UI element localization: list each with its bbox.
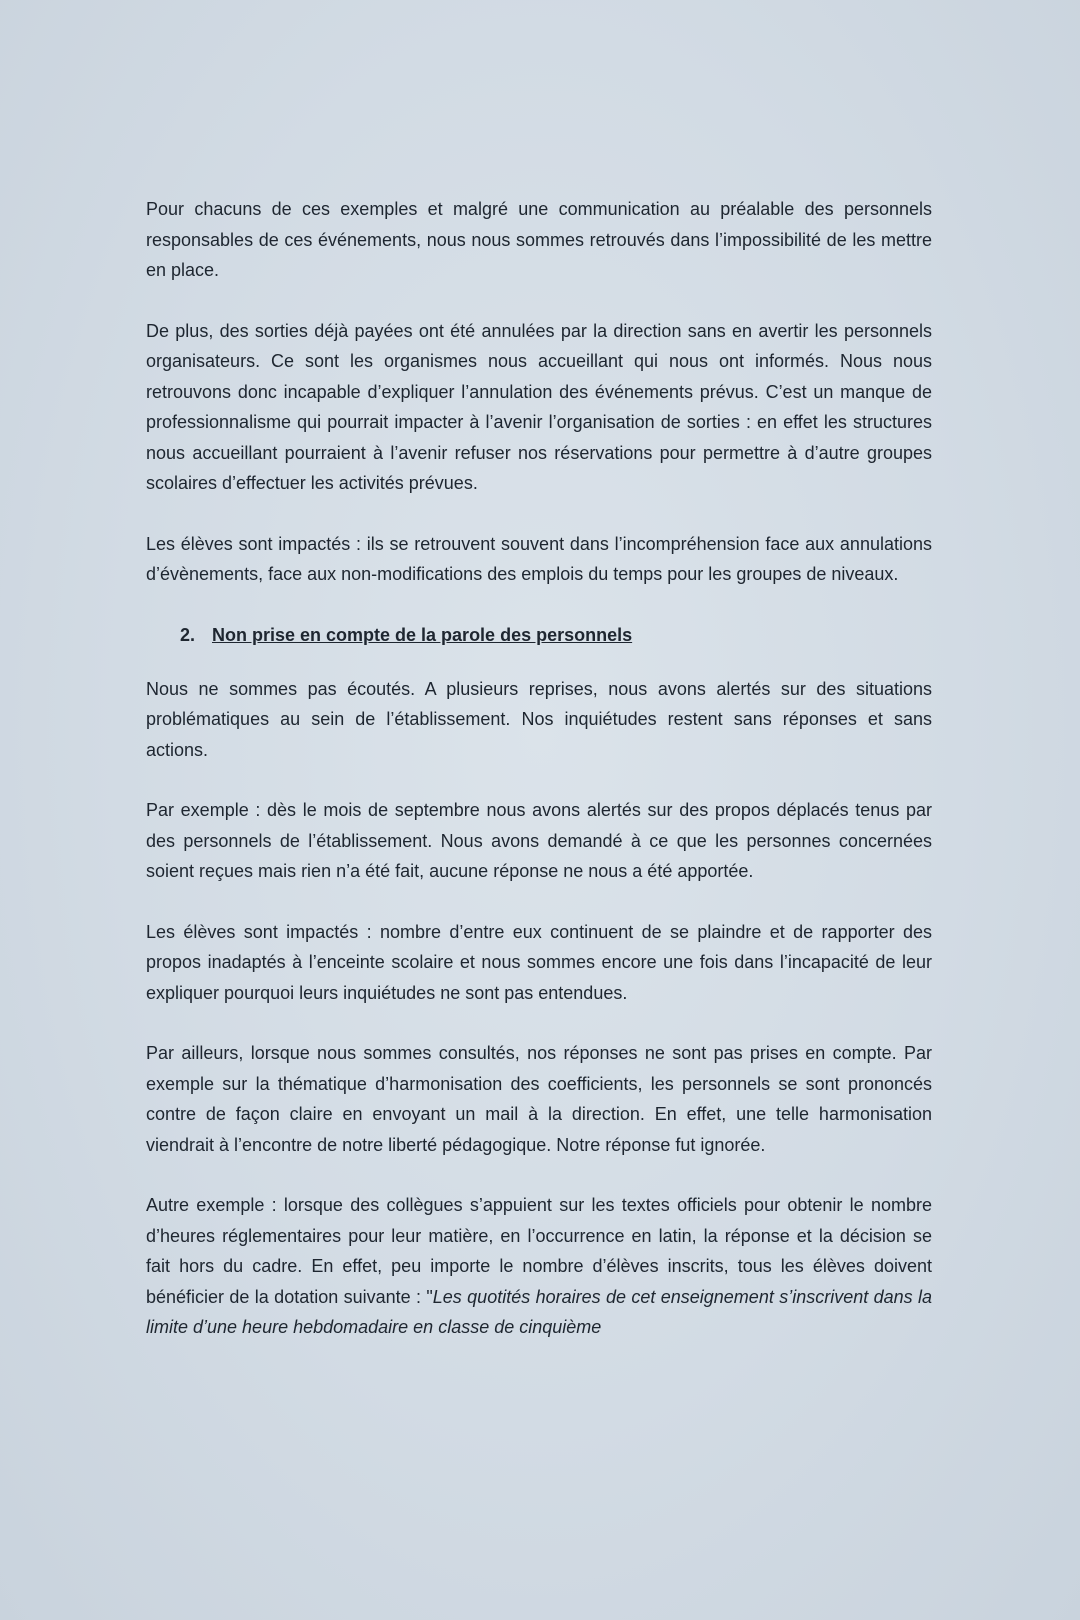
- paragraph-non-ecoutes: Nous ne sommes pas écoutés. A plusieurs reprises, nous avons alertés sur des situations problématiques au sein de l’établissement. Nos inquiétudes restent sans réponses et sans actions.: [146, 678, 932, 760]
- paragraph-consultation: Par ailleurs, lorsque nous sommes consultés, nos réponses ne sont pas prises en compte. Par exemple sur la thématique d’harmonisation des coefficients, les personnels se sont prononcés contre de façon claire en envoyant un mail à la direction. En effet, une telle harmonisation viendrait à l’encontre de notre liberté pédagogique. Notre réponse fut ignorée.: [146, 1043, 932, 1155]
- section-title: Non prise en compte de la parole des personnels: [212, 624, 633, 645]
- autre-exemple-text: Autre exemple : lorsque des collègues s’appuient sur les textes officiels pour obtenir le nombre d’heures réglementaires pour leur matière, en l’occurrence en latin, la réponse et la décision se fait hors du cadre. En effet, peu importe le nombre d’élèves inscrits, tous les élèves doivent bénéficier de la dotation suivante : ": [146, 1195, 932, 1307]
- section-number: 2.: [180, 624, 196, 645]
- paragraph-eleves-impactes-1: Les élèves sont impactés : ils se retrouvent souvent dans l’incompréhension face aux annulations d’évènements, face aux non-modifications des emplois du temps pour les groupes de niveaux.: [146, 533, 932, 584]
- paragraph-eleves-impactes-2: Les élèves sont impactés : nombre d’entre eux continuent de se plaindre et de rapporter des propos inadaptés à l’enceinte scolaire et nous sommes encore une fois dans l’incapacité de leur expliquer pourquoi leurs inquiétudes ne sont pas entendues.: [146, 921, 932, 1003]
- official-quote: Les quotités horaires de cet enseignement s’inscrivent dans la limite d’une heure hebdomadaire en classe de cinquième: [146, 1286, 932, 1337]
- paragraph-exemple-septembre: Par exemple : dès le mois de septembre nous avons alertés sur des propos déplacés tenus par des personnels de l’établissement. Nous avons demandé à ce que les personnes concernées soient reçues mais rien n’a été fait, aucune réponse ne nous a été apportée.: [146, 800, 932, 881]
- paragraph-intro: Pour chacuns de ces exemples et malgré une communication au préalable des personnels responsables de ces événements, nous nous sommes retrouvés dans l’impossibilité de les mettre en place.: [146, 199, 932, 280]
- paragraph-sorties: De plus, des sorties déjà payées ont été annulées par la direction sans en avertir les personnels organisateurs. Ce sont les organismes nous accueillant qui nous ont informés. Nous nous retrouvons donc incapable d’expliquer l’annulation des événements prévus. C’est un manque de professionnalisme qui pourrait impacter à l’avenir l’organisation de sorties : en effet les structures nous accueillant pourraient à l’avenir refuser nos réservations pour permettre à d’autre groupes scolaires d’effectuer les activités prévues.: [146, 320, 932, 493]
- paragraph-autre-exemple: [146, 1190, 932, 1343]
- section-heading: [180, 620, 932, 650]
- document-body: [146, 194, 932, 1373]
